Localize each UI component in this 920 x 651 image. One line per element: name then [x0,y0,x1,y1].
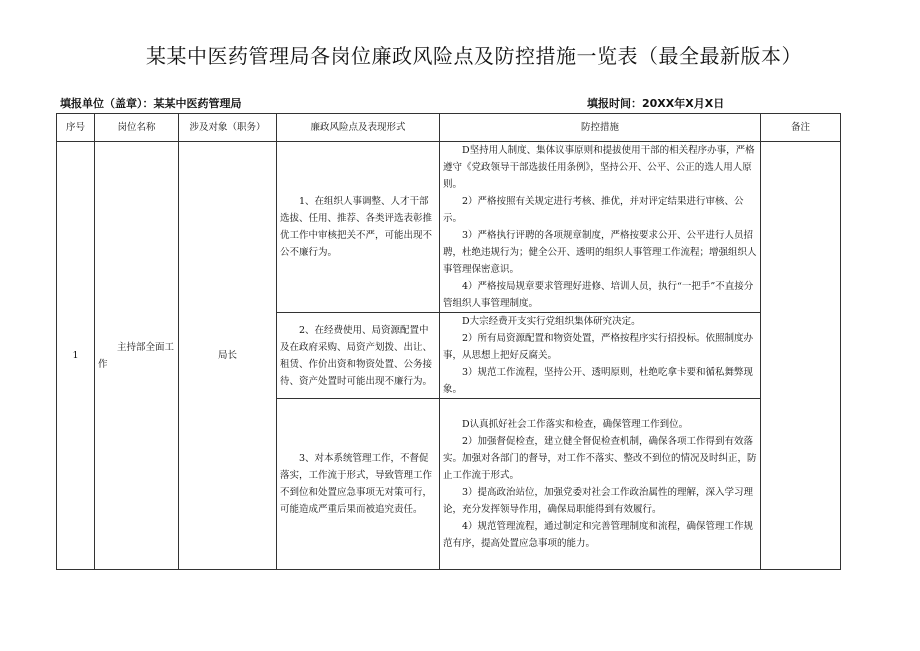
measure-item: 2）所有局资源配置和物资处置，严格按程序实行招投标。依照制度办事，从思想上把好反腐关。 [443,333,754,361]
measure-item: D坚持用人制度、集体议事原则和提拔使用干部的相关程序办事，严格遵守《党政领导干部选拔任用条例》，坚持公开、公平、公正的选人用人原则。 [443,145,755,190]
risk-text-2: 2、在经费使用、局资源配置中及在政府采购、局资产划拨、出让、租赁、作价出资和物资处置、公务接待、资产处置时可能出现不廉行为。 [280,324,433,387]
measures-list-1 [440,142,760,312]
page-title: 某某中医药管理局各岗位廉政风险点及防控措施一览表（最全最新版本） [146,44,802,68]
header-risk: 廉政风险点及表现形式 [277,114,440,142]
reporting-date: 填报时间：20XX年X月X日 [587,97,725,110]
measures-cell-1 [440,142,761,313]
header-remark: 备注 [761,114,841,142]
header-number: 序号 [57,114,95,142]
measure-item: 2）加强督促检查，建立健全督促检查机制，确保各项工作得到有效落实。加强对各部门的督导，对工作不落实、整改不到位的情况及时纠正，防止工作流于形式。 [443,436,757,481]
row-number: 1 [57,142,95,570]
header-measures: 防控措施 [440,114,761,142]
measure-item: 4）严格按局规章要求管理好进修、培训人员，执行“一把手”不直接分管组织人事管理制度。 [443,281,754,309]
risk-table [56,113,841,570]
table-row [57,142,841,313]
measure-item: D大宗经费开支实行党组织集体研究决定。 [462,316,641,327]
position-name: 主持部全面工作 [98,341,175,370]
object-name: 局长 [217,350,237,361]
measures-cell-2 [440,313,761,399]
risk-cell-2 [277,313,440,399]
measure-item: 3）提高政治站位，加强党委对社会工作政治属性的理解，深入学习理论，充分发挥领导作用，确保局职能得到有效履行。 [443,487,754,515]
risk-cell-1 [277,142,440,313]
header-position: 岗位名称 [95,114,179,142]
measure-item: 3）规范工作流程，坚持公开、透明原则，杜绝吃拿卡要和循私舞弊现象。 [443,367,754,395]
reporting-unit: 填报单位（盖章）：某某中医药管理局 [60,97,242,110]
header-object: 涉及对象（职务） [179,114,277,142]
measure-item: 2）严格按照有关规定进行考核、推优，并对评定结果进行审核、公示。 [443,196,744,224]
measures-list-2 [440,313,760,398]
header-row [57,114,841,142]
risk-text-3: 3、对本系统管理工作，不督促落实，工作流于形式，导致管理工作不到位和处置应急事项无对策可行，可能造成严重后果而被追究责任。 [280,453,433,515]
risk-text-1: 1、在组织人事调整、人才干部选拔、任用、推荐、各类评选表彰推优工作中审核把关不严，可能出现不公不廉行为。 [280,196,433,258]
measures-list-3 [440,416,760,552]
measure-item: 4）规范管理流程，通过制定和完善管理制度和流程，确保管理工作规范有序，提高处置应急事项的能力。 [443,521,754,549]
measure-item: D认真抓好社会工作落实和检查，确保管理工作到位。 [462,419,689,430]
position-cell [95,142,179,570]
remark-cell [761,142,841,570]
risk-cell-3 [277,399,440,570]
measure-item: 3）严格执行评聘的各项规章制度，严格按要求公开、公平进行人员招聘，杜绝违规行为；健全公开、透明的组织人事管理工作流程；增强组织人事管理保密意识。 [443,230,757,275]
object-cell [179,142,277,570]
measures-cell-3 [440,399,761,570]
